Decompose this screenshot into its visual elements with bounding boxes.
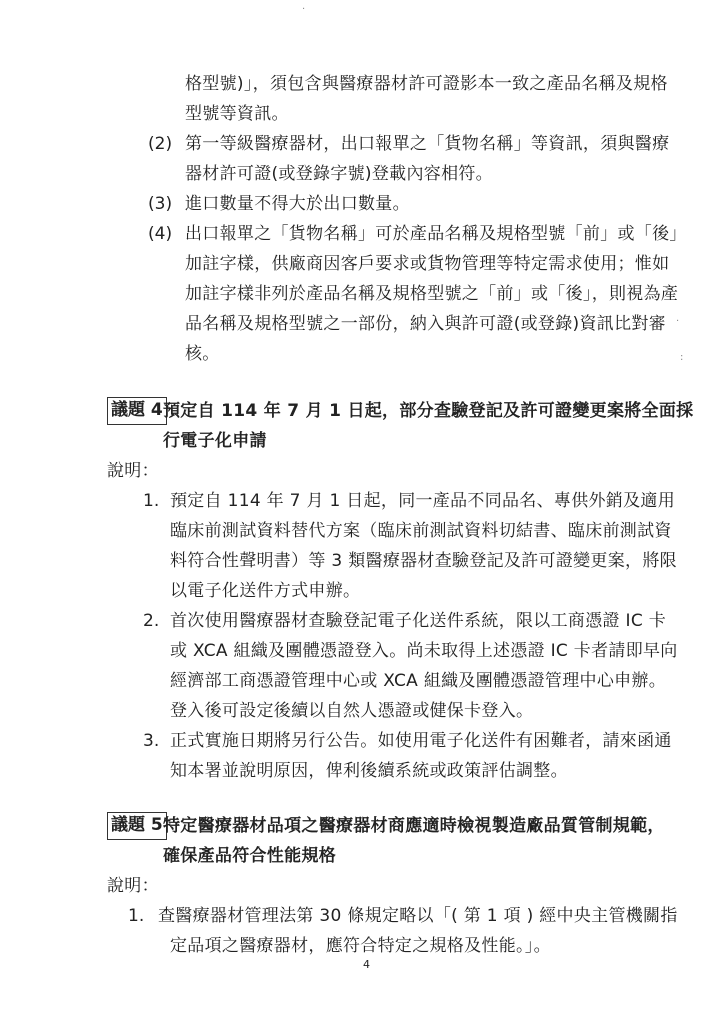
sub-item-number: (2) xyxy=(148,134,173,154)
item-line: 知本署並說明原因，俾利後續系統或政策評估調整。 xyxy=(170,761,568,781)
topic-4-label: 議題 4 xyxy=(107,397,167,425)
item-line: 經濟部工商憑證管理中心或 XCA 組織及團體憑證管理中心申辦。 xyxy=(170,671,667,691)
item-line: 查醫療器材管理法第 30 條規定略以「( 第 1 項 ) 經中央主管機關指 xyxy=(158,906,678,926)
topic-5-label: 議題 5 xyxy=(107,812,167,840)
item-line: 料符合性聲明書）等 3 類醫療器材查驗登記及許可證變更案，將限 xyxy=(170,551,677,571)
item-number: 1. xyxy=(128,906,145,926)
sub-item-line: 出口報單之「貨物名稱」可於產品名稱及規格型號「前」或「後」 xyxy=(185,224,687,244)
item-number: 3. xyxy=(143,731,160,751)
sub-item-line: 進口數量不得大於出口數量。 xyxy=(185,194,410,214)
topic-5-title: 確保產品符合性能規格 xyxy=(163,846,336,866)
item-line: 首次使用醫療器材查驗登記電子化送件系統，限以工商憑證 IC 卡 xyxy=(170,611,666,631)
sub-item-line: 加註字樣非列於產品名稱及規格型號之「前」或「後」，則視為產 xyxy=(185,284,679,304)
explanation-heading: 說明： xyxy=(107,461,159,481)
page-number: 4 xyxy=(363,958,370,971)
scan-speck: · xyxy=(676,316,680,327)
sub-item-number: (4) xyxy=(148,224,173,244)
item-line: 定品項之醫療器材，應符合特定之規格及性能。」。 xyxy=(170,936,551,956)
scan-speck: : xyxy=(680,352,684,363)
topic-5-title: 特定醫療器材品項之醫療器材商應適時檢視製造廠品質管制規範， xyxy=(163,816,665,836)
sub-item-line: 核。 xyxy=(185,344,220,364)
scan-speck: · xyxy=(302,4,306,15)
sub-item-line: 器材許可證(或登錄字號)登載內容相符。 xyxy=(185,164,493,184)
sub-item-number: (3) xyxy=(148,194,173,214)
sub-item-line: 加註字樣，供廠商因客戶要求或貨物管理等特定需求使用；惟如 xyxy=(185,254,670,274)
item-line: 登入後可設定後續以自然人憑證或健保卡登入。 xyxy=(170,701,534,721)
item-line: 預定自 114 年 7 月 1 日起，同一產品不同品名、專供外銷及適用 xyxy=(170,491,676,511)
continued-line: 格型號)」，須包含與醫療器材許可證影本一致之產品名稱及規格 xyxy=(185,74,668,94)
sub-item-line: 品名稱及規格型號之一部份，納入與許可證(或登錄)資訊比對審 xyxy=(185,314,666,334)
continued-line: 型號等資訊。 xyxy=(185,104,289,124)
item-line: 以電子化送件方式申辦。 xyxy=(170,581,361,601)
item-number: 1. xyxy=(143,491,160,511)
explanation-heading: 說明： xyxy=(107,876,159,896)
item-line: 正式實施日期將另行公告。如使用電子化送件有困難者，請來函通 xyxy=(170,731,672,751)
item-number: 2. xyxy=(143,611,160,631)
item-line: 臨床前測試資料替代方案（臨床前測試資料切結書、臨床前測試資 xyxy=(170,521,672,541)
topic-4-title: 行電子化申請 xyxy=(163,431,267,451)
item-line: 或 XCA 組織及團體憑證登入。尚未取得上述憑證 IC 卡者請即早向 xyxy=(170,641,678,661)
topic-4-title: 預定自 114 年 7 月 1 日起，部分查驗登記及許可證變更案將全面採 xyxy=(163,401,694,421)
sub-item-line: 第一等級醫療器材，出口報單之「貨物名稱」等資訊，須與醫療 xyxy=(185,134,670,154)
